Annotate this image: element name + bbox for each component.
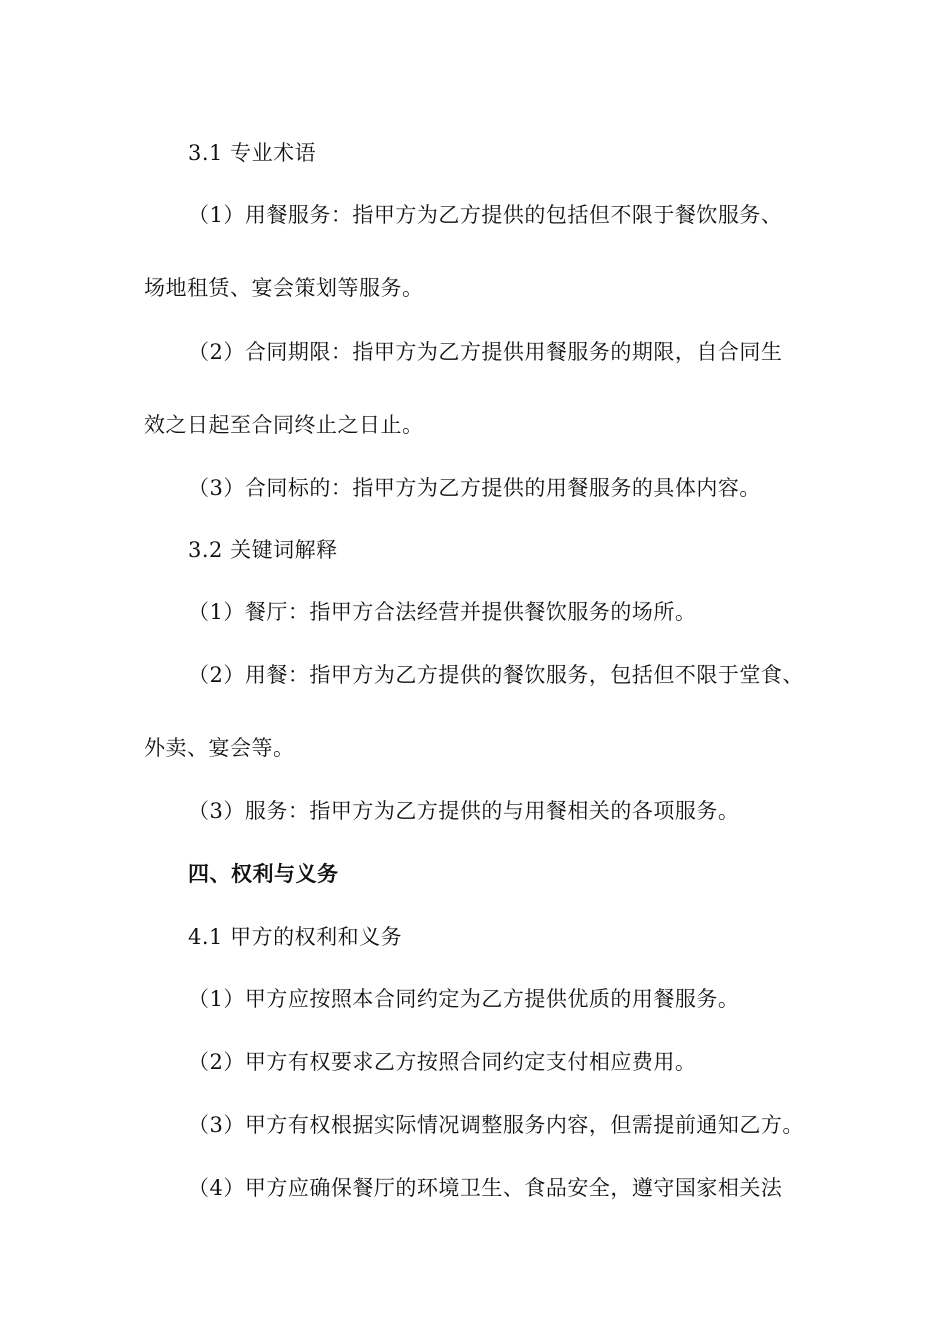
paragraph-line: （4）甲方应确保餐厅的环境卫生、食品安全，遵守国家相关法 <box>188 1176 783 1200</box>
paragraph-line: （1）甲方应按照本合同约定为乙方提供优质的用餐服务。 <box>188 987 740 1011</box>
section-3-2-heading: 3.2 关键词解释 <box>188 538 338 562</box>
paragraph-line: （2）用餐：指甲方为乙方提供的餐饮服务，包括但不限于堂食、 <box>188 663 804 687</box>
paragraph-line: （2）甲方有权要求乙方按照合同约定支付相应费用。 <box>188 1050 697 1074</box>
paragraph-line: 场地租赁、宴会策划等服务。 <box>144 276 424 300</box>
paragraph-line: 外卖、宴会等。 <box>144 736 295 760</box>
paragraph-line: 效之日起至合同终止之日止。 <box>144 413 424 437</box>
paragraph-line: （2）合同期限：指甲方为乙方提供用餐服务的期限，自合同生 <box>188 340 783 364</box>
section-3-1-heading: 3.1 专业术语 <box>188 141 317 165</box>
chapter-4-heading: 四、权利与义务 <box>188 861 339 886</box>
paragraph-line: （3）合同标的：指甲方为乙方提供的用餐服务的具体内容。 <box>188 476 761 500</box>
paragraph-line: （1）餐厅：指甲方合法经营并提供餐饮服务的场所。 <box>188 600 697 624</box>
paragraph-line: （3）甲方有权根据实际情况调整服务内容，但需提前通知乙方。 <box>188 1113 804 1137</box>
paragraph-line: （1）用餐服务：指甲方为乙方提供的包括但不限于餐饮服务、 <box>188 203 783 227</box>
paragraph-line: （3）服务：指甲方为乙方提供的与用餐相关的各项服务。 <box>188 799 740 823</box>
section-4-1-heading: 4.1 甲方的权利和义务 <box>188 925 403 949</box>
